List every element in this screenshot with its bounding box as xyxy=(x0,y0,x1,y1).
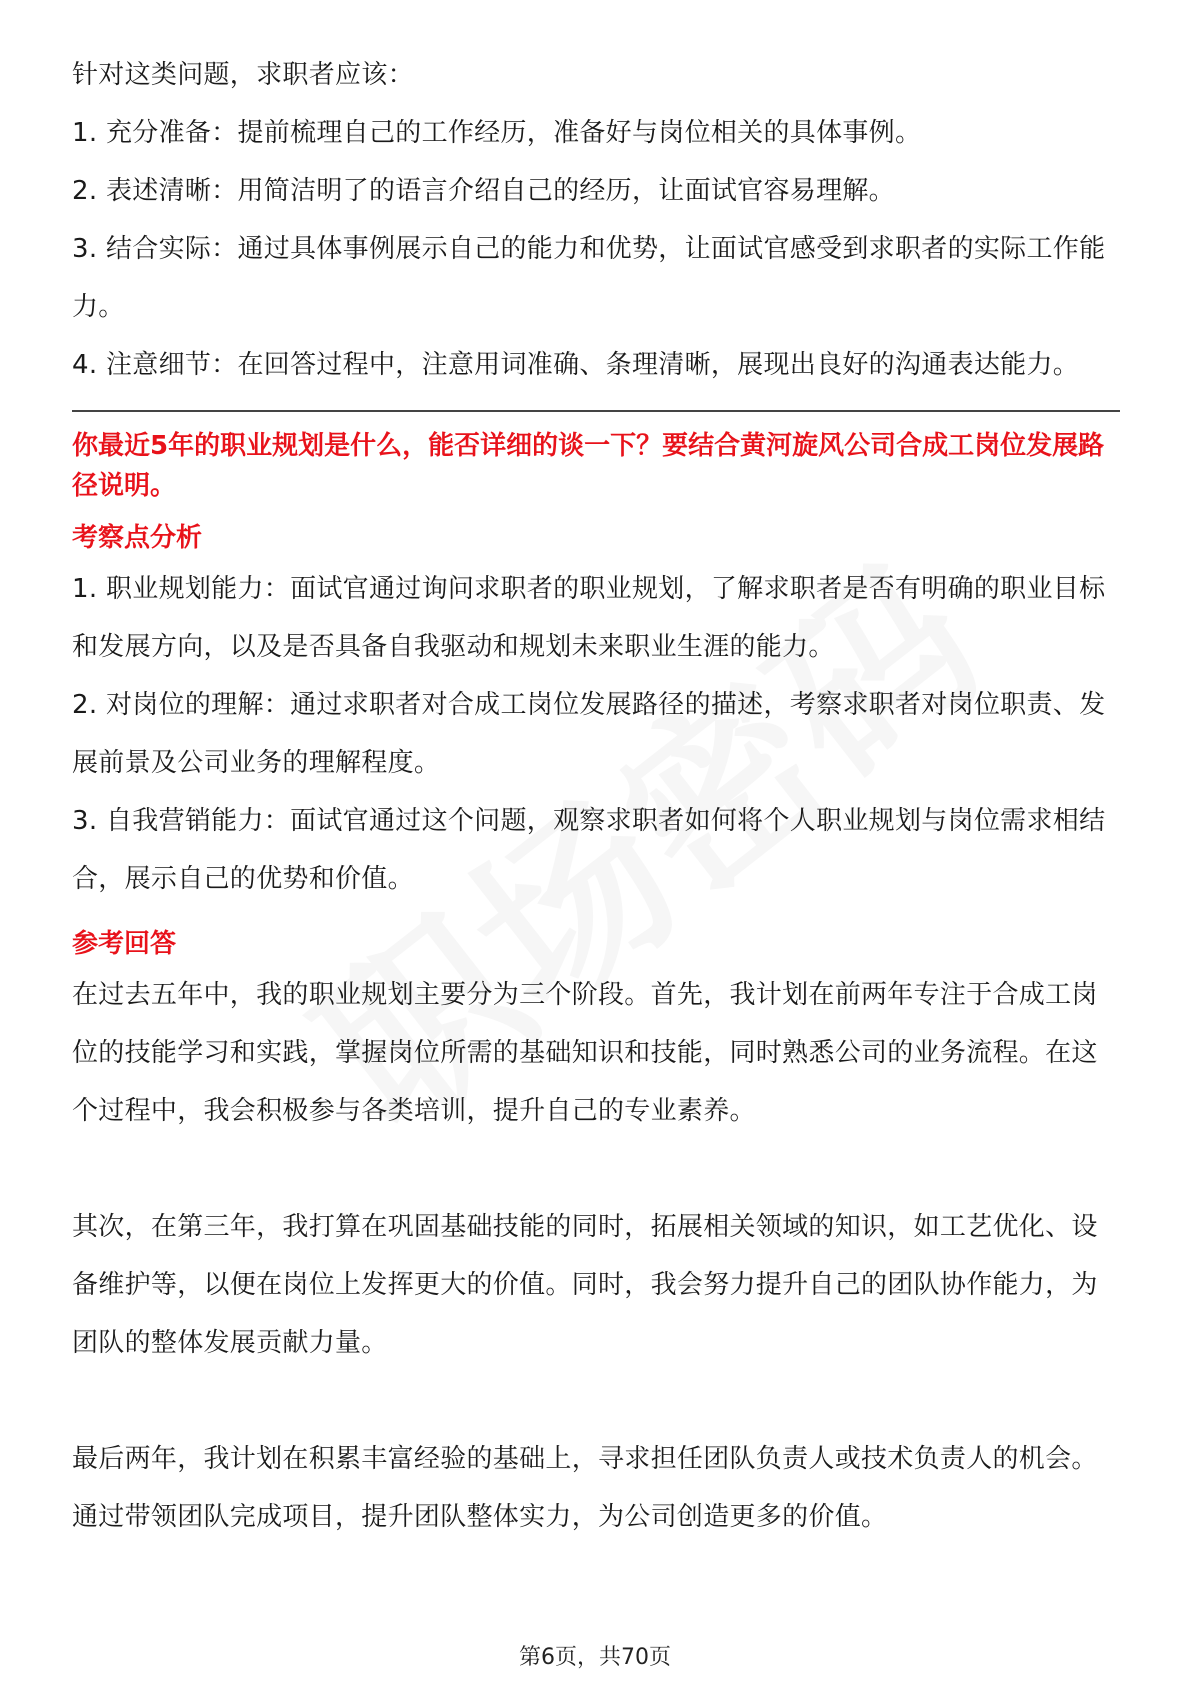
question-title: 你最近5年的职业规划是什么，能否详细的谈一下？要结合黄河旋风公司合成工岗位发展路径说明。 xyxy=(72,431,1105,501)
page-number: 第6页，共70页 xyxy=(519,1645,671,1670)
list-item: 4. 注意细节：在回答过程中，注意用词准确、条理清晰，展现出良好的沟通表达能力。 xyxy=(72,350,1080,380)
answer-heading: 参考回答 xyxy=(72,929,177,959)
analysis-item: 1. 职业规划能力：面试官通过询问求职者的职业规划，了解求职者是否有明确的职业目标和发展方向，以及是否具备自我驱动和规划未来职业生涯的能力。 xyxy=(72,574,1106,662)
section-divider xyxy=(72,410,1120,412)
list-item: 1. 充分准备：提前梳理自己的工作经历，准备好与岗位相关的具体事例。 xyxy=(72,118,922,148)
document-page xyxy=(72,46,1120,1546)
answer-paragraph: 最后两年，我计划在积累丰富经验的基础上，寻求担任团队负责人或技术负责人的机会。通过带领团队完成项目，提升团队整体实力，为公司创造更多的价值。 xyxy=(72,1444,1098,1532)
analysis-heading: 考察点分析 xyxy=(72,523,203,553)
list-item: 2. 表述清晰：用简洁明了的语言介绍自己的经历，让面试官容易理解。 xyxy=(72,176,895,206)
analysis-item: 2. 对岗位的理解：通过求职者对合成工岗位发展路径的描述，考察求职者对岗位职责、发展前景及公司业务的理解程度。 xyxy=(72,690,1106,778)
list-item: 3. 结合实际：通过具体事例展示自己的能力和优势，让面试官感受到求职者的实际工作能力。 xyxy=(72,234,1106,322)
analysis-item: 3. 自我营销能力：面试官通过这个问题，观察求职者如何将个人职业规划与岗位需求相结合，展示自己的优势和价值。 xyxy=(72,806,1106,894)
answer-paragraph: 在过去五年中，我的职业规划主要分为三个阶段。首先，我计划在前两年专注于合成工岗位的技能学习和实践，掌握岗位所需的基础知识和技能，同时熟悉公司的业务流程。在这个过程中，我会积极参与各类培训，提升自己的专业素养。 xyxy=(72,980,1098,1126)
intro-text: 针对这类问题，求职者应该： xyxy=(72,60,414,90)
answer-paragraph: 其次，在第三年，我打算在巩固基础技能的同时，拓展相关领域的知识，如工艺优化、设备维护等，以便在岗位上发挥更大的价值。同时，我会努力提升自己的团队协作能力，为团队的整体发展贡献力量。 xyxy=(72,1212,1098,1358)
